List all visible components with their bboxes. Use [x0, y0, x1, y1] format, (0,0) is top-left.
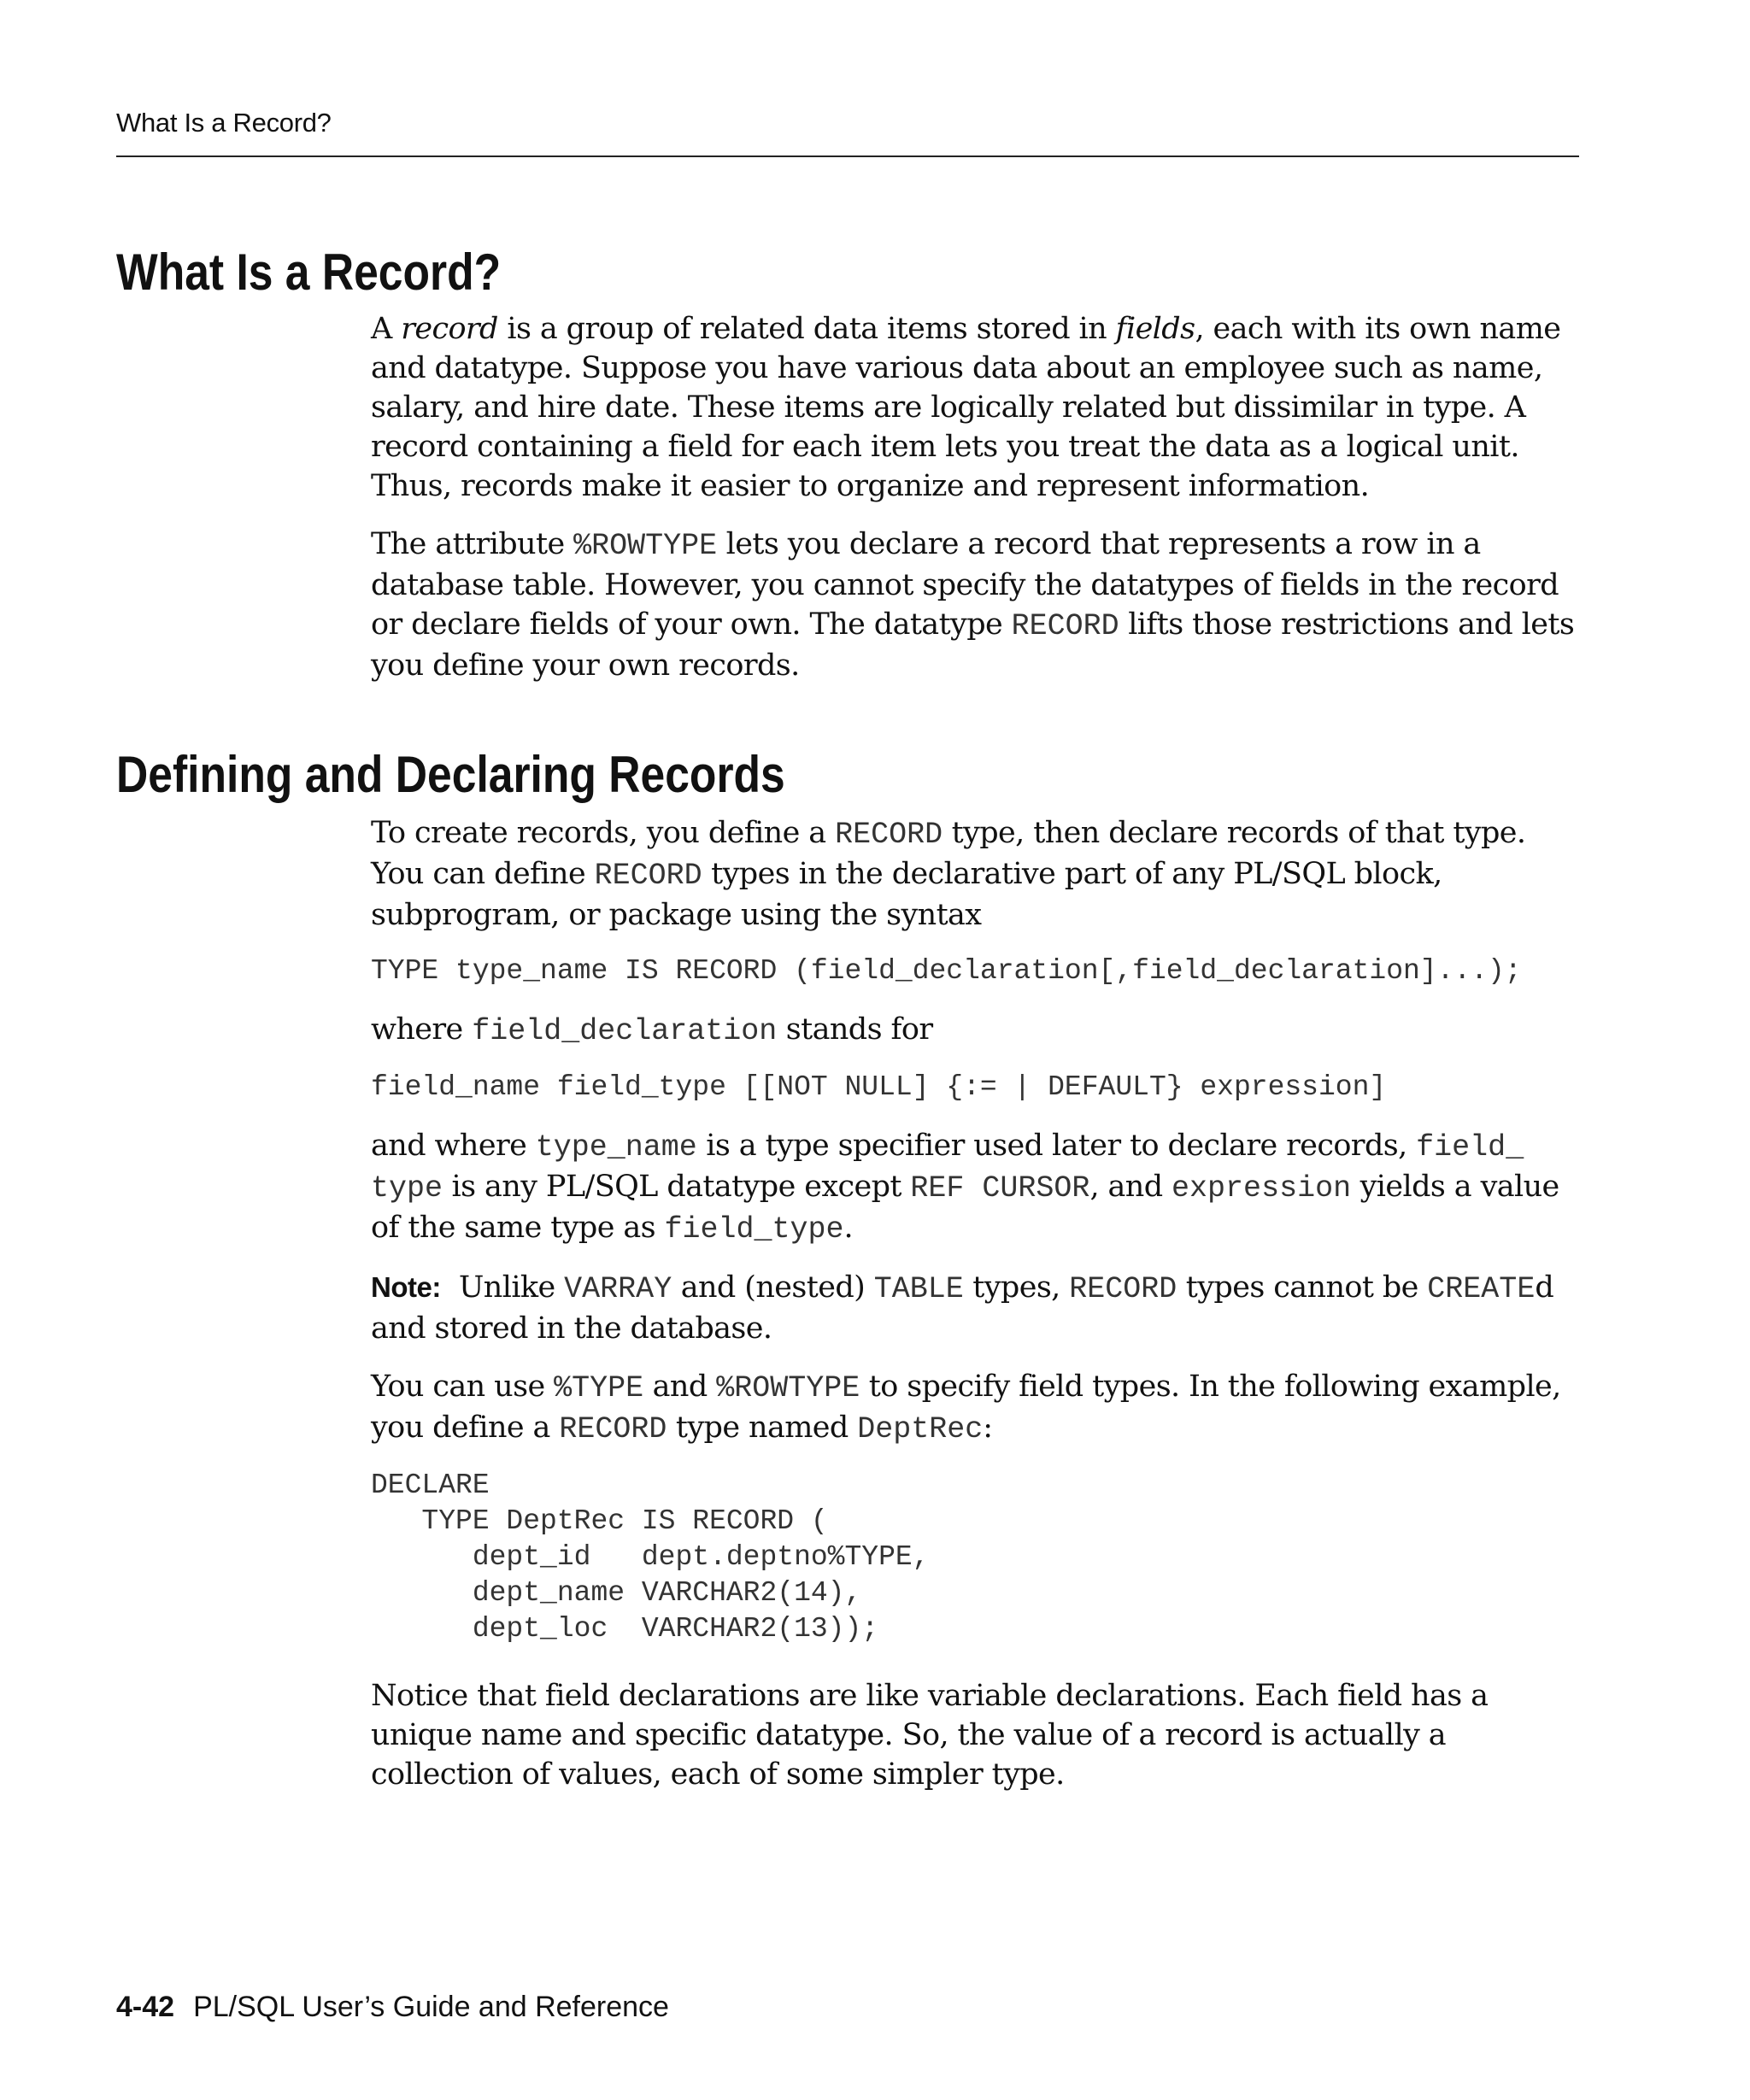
- section-heading-defining-records: Defining and Declaring Records: [116, 746, 785, 803]
- code-inline: type_name: [535, 1130, 697, 1164]
- code-inline: %TYPE: [554, 1371, 644, 1405]
- book-title: PL/SQL User’s Guide and Reference: [193, 1991, 669, 2023]
- code-inline: RECORD: [594, 859, 702, 893]
- paragraph-create-records: To create records, you define a RECORD type, then declare records of that type. You can define RECORD types in the declarative part of any PL/SQL block, subprogram, or package using the syntax: [371, 816, 1526, 932]
- code-inline: RECORD: [1011, 609, 1119, 643]
- paragraph-rowtype: The attribute %ROWTYPE lets you declare a record that represents a row in a database table. However, you cannot specify the datatypes of fields in the record or declare fields of your own. The datatype RECORD lifts those restrictions and lets you define your own records.: [371, 527, 1575, 683]
- code-inline: field_type: [664, 1212, 844, 1247]
- code-inline: %ROWTYPE: [716, 1371, 860, 1405]
- code-inline: expression: [1172, 1171, 1352, 1205]
- code-inline: RECORD: [559, 1412, 667, 1446]
- note: Note: Unlike VARRAY and (nested) TABLE types, RECORD types cannot be CREATEd and stored in the database.: [371, 1270, 1554, 1346]
- code-inline: CREATE: [1427, 1272, 1536, 1306]
- note-label: Note:: [371, 1271, 441, 1303]
- page-number: 4-42: [116, 1991, 175, 2023]
- code-inline: RECORD: [1069, 1272, 1177, 1306]
- paragraph-where-field-declaration: where field_declaration stands for: [371, 1012, 933, 1048]
- code-inline: TABLE: [873, 1272, 964, 1306]
- section-what-is-a-record-body: [371, 309, 1583, 704]
- code-inline: DeptRec: [857, 1412, 984, 1446]
- term-fields: fields: [1115, 312, 1195, 346]
- code-inline: %ROWTYPE: [573, 529, 718, 563]
- code-inline: RECORD: [835, 818, 943, 852]
- paragraph-record-definition: A record is a group of related data items stored in fields, each with its own name and datatype. Suppose you have various data about an employee such as name, salary, and hire date. These items are logically related but dissimilar in type. A record containing a field for each item lets you treat the data as a logical unit. Thus, records make it easier to organize and represent information.: [371, 312, 1561, 503]
- section-defining-records-body: [371, 813, 1583, 1813]
- running-header: What Is a Record?: [116, 108, 332, 138]
- section-heading-what-is-a-record: What Is a Record?: [116, 243, 502, 301]
- paragraph-type-rowtype: You can use %TYPE and %ROWTYPE to specify field types. In the following example, you define a RECORD type named DeptRec:: [371, 1370, 1561, 1446]
- code-block-deptrec: DECLARE TYPE DeptRec IS RECORD ( dept_id dept.deptno%TYPE, dept_name VARCHAR2(14), dept_loc VARCHAR2(13));: [371, 1469, 930, 1645]
- header-rule: [116, 155, 1579, 157]
- term-record: record: [401, 312, 498, 346]
- code-inline: field_declaration: [472, 1014, 778, 1048]
- page-footer: [116, 1991, 669, 2024]
- code-inline: field_ type: [371, 1130, 1524, 1205]
- code-block-type-syntax: TYPE type_name IS RECORD (field_declaration[,field_declaration]...);: [371, 955, 1522, 987]
- paragraph-field-declarations: Notice that field declarations are like variable declarations. Each field has a unique name and specific datatype. So, the value of a record is actually a collection of values, each of some simpler type.: [371, 1679, 1489, 1792]
- code-block-field-syntax: field_name field_type [[NOT NULL] {:= | DEFAULT} expression]: [371, 1071, 1387, 1103]
- code-inline: VARRAY: [564, 1272, 672, 1306]
- paragraph-type-name: and where type_name is a type specifier used later to declare records, field_ type is any PL/SQL datatype except REF CURSOR, and expression yields a value of the same type as field_type.: [371, 1129, 1559, 1247]
- code-inline: REF CURSOR: [910, 1171, 1090, 1205]
